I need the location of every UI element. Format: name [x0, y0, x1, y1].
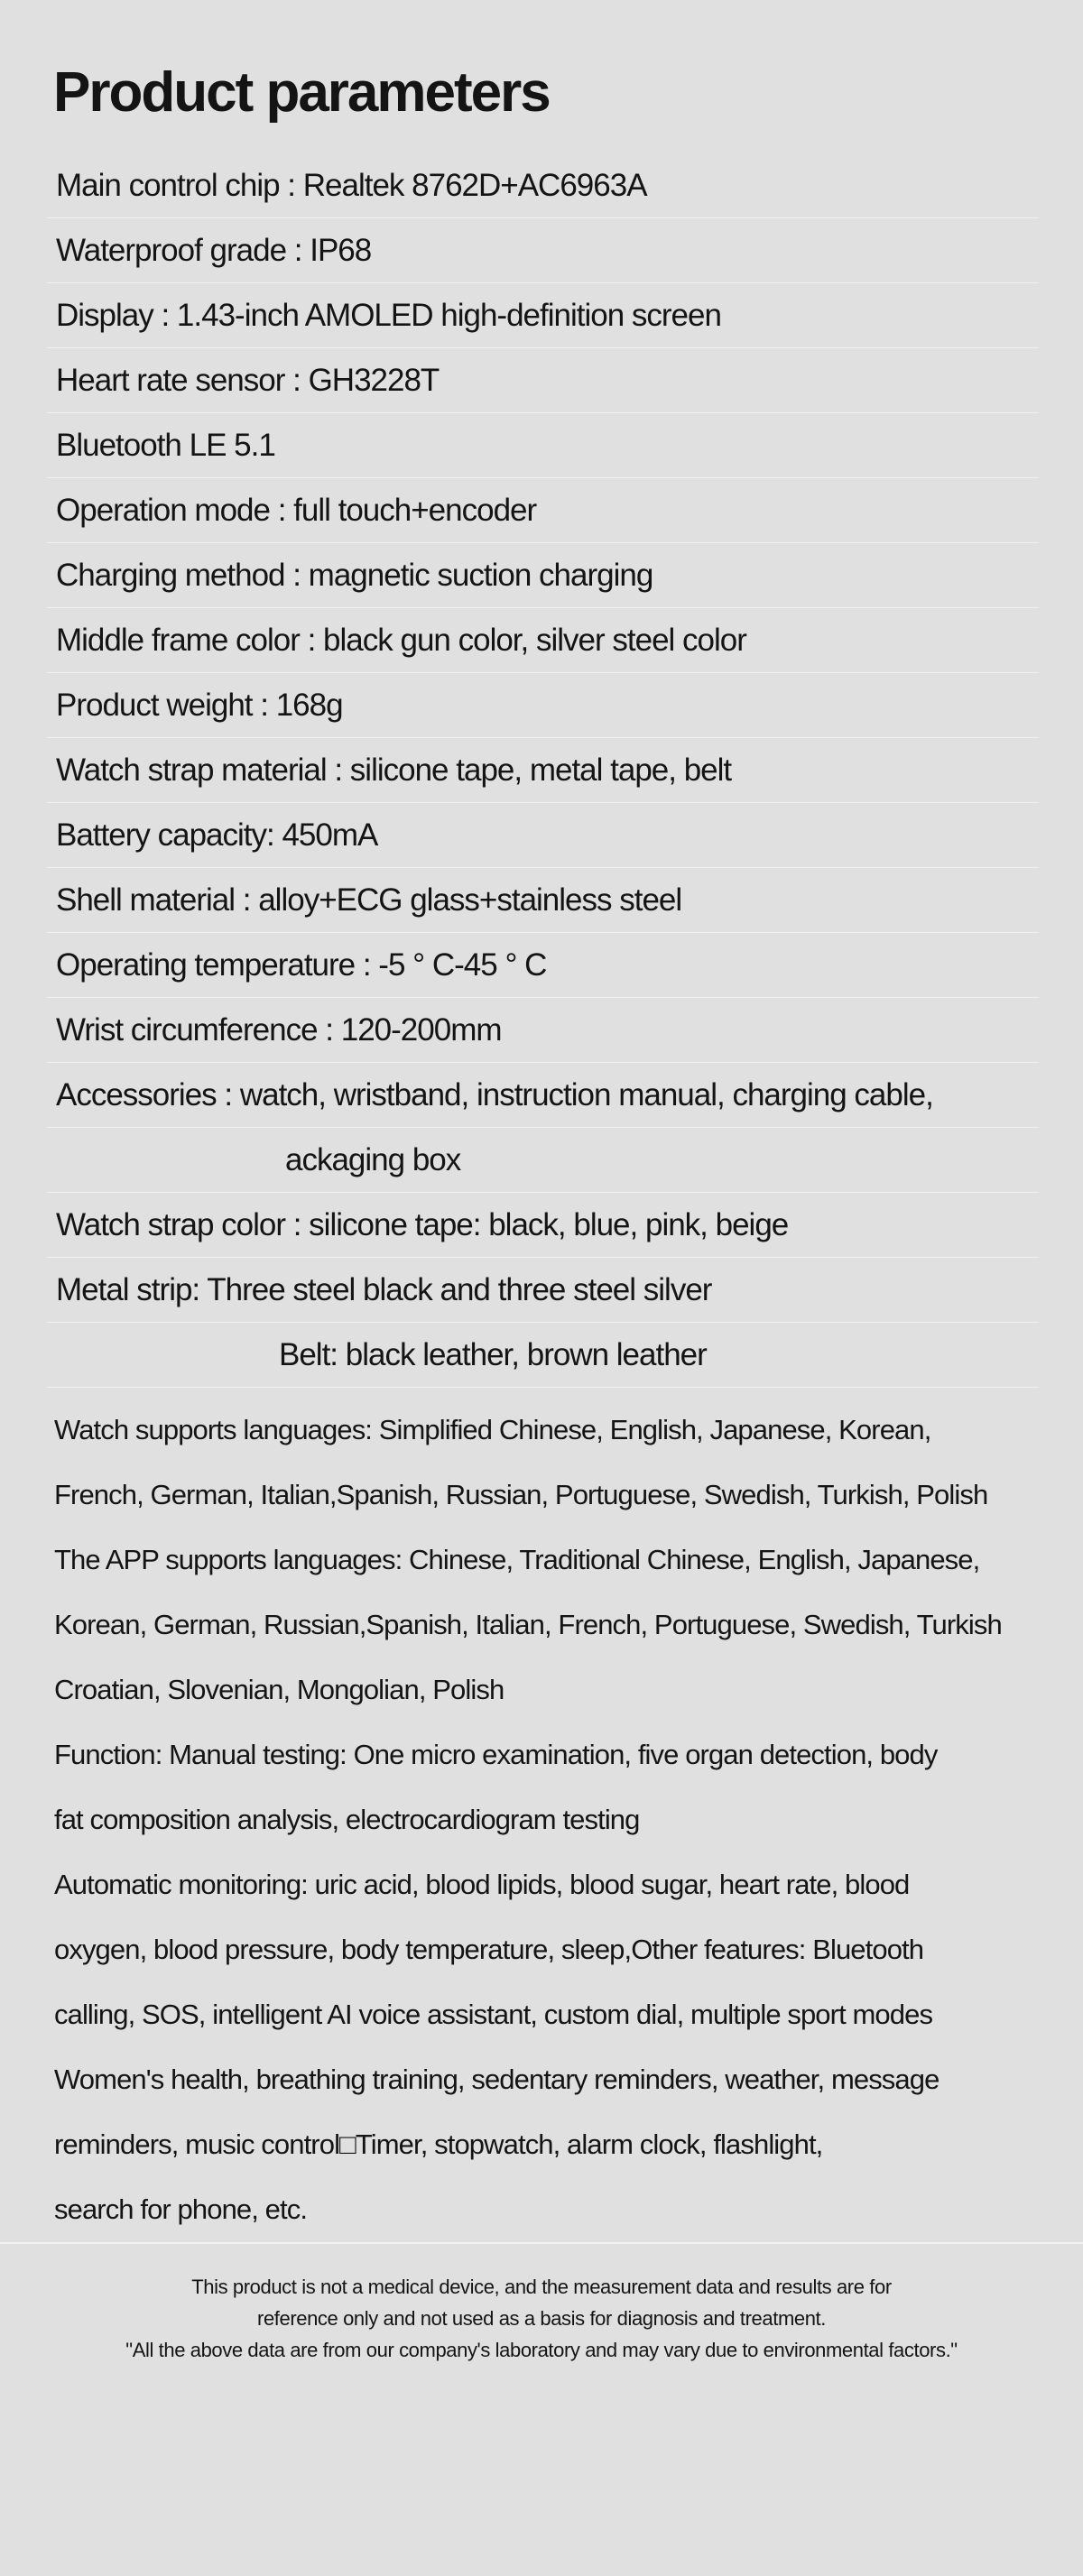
paragraph-line: search for phone, etc.	[54, 2193, 308, 2225]
paragraph-line: calling, SOS, intelligent AI voice assistant, custom dial, multiple sport modes	[54, 1999, 933, 2030]
feature-description	[54, 1398, 1047, 2242]
spec-row-accessories: Accessories : watch, wristband, instruction manual, charging cable,	[47, 1063, 1039, 1128]
disclaimer-line: reference only and not used as a basis for diagnosis and treatment.	[257, 2307, 826, 2330]
paragraph-line: Watch supports languages: Simplified Chinese, English, Japanese, Korean,	[54, 1414, 931, 1445]
spec-row-display: Display : 1.43-inch AMOLED high-definition screen	[47, 283, 1039, 348]
spec-row-strap-material: Watch strap material : silicone tape, metal tape, belt	[47, 738, 1039, 803]
spec-row-product-weight: Product weight : 168g	[47, 673, 1039, 738]
spec-row-belt: Belt: black leather, brown leather	[47, 1323, 1039, 1388]
spec-row-heart-rate-sensor: Heart rate sensor : GH3228T	[47, 348, 1039, 413]
spec-row-charging-method: Charging method : magnetic suction charging	[47, 543, 1039, 608]
paragraph-line: Automatic monitoring: uric acid, blood lipids, blood sugar, heart rate, blood	[54, 1869, 910, 1900]
spec-row-operating-temperature: Operating temperature : -5 ° C-45 ° C	[47, 933, 1039, 998]
spec-row-shell-material: Shell material : alloy+ECG glass+stainless steel	[47, 868, 1039, 933]
spec-row-accessories-continued: ackaging box	[47, 1128, 1039, 1193]
disclaimer-line: This product is not a medical device, and the measurement data and results are for	[191, 2276, 892, 2298]
spec-row-main-control-chip: Main control chip : Realtek 8762D+AC6963A	[47, 153, 1039, 218]
page-title: Product parameters	[53, 61, 550, 124]
spec-row-bluetooth: Bluetooth LE 5.1	[47, 413, 1039, 478]
disclaimer	[0, 2271, 1083, 2366]
spec-row-middle-frame-color: Middle frame color : black gun color, silver steel color	[47, 608, 1039, 673]
spec-list	[47, 153, 1039, 1388]
paragraph-line: oxygen, blood pressure, body temperature, sleep,Other features: Bluetooth	[54, 1934, 924, 1965]
paragraph-line: Croatian, Slovenian, Mongolian, Polish	[54, 1674, 504, 1705]
spec-row-battery-capacity: Battery capacity: 450mA	[47, 803, 1039, 868]
paragraph-line: fat composition analysis, electrocardiogram testing	[54, 1804, 640, 1835]
spec-row-operation-mode: Operation mode : full touch+encoder	[47, 478, 1039, 543]
spec-row-strap-color: Watch strap color : silicone tape: black, blue, pink, beige	[47, 1193, 1039, 1258]
paragraph-line: The APP supports languages: Chinese, Traditional Chinese, English, Japanese,	[54, 1544, 980, 1575]
spec-row-metal-strip: Metal strip: Three steel black and three steel silver	[47, 1258, 1039, 1323]
paragraph-line: French, German, Italian,Spanish, Russian, Portuguese, Swedish, Turkish, Polish	[54, 1479, 988, 1510]
spec-row-wrist-circumference: Wrist circumference : 120-200mm	[47, 998, 1039, 1063]
section-divider	[0, 2242, 1083, 2244]
paragraph-line: Function: Manual testing: One micro examination, five organ detection, body	[54, 1739, 938, 1770]
paragraph-line: reminders, music control□Timer, stopwatch, alarm clock, flashlight,	[54, 2128, 823, 2160]
spec-row-waterproof-grade: Waterproof grade : IP68	[47, 218, 1039, 283]
paragraph-line: Women's health, breathing training, sedentary reminders, weather, message	[54, 2064, 940, 2095]
paragraph-line: Korean, German, Russian,Spanish, Italian, French, Portuguese, Swedish, Turkish	[54, 1609, 1002, 1640]
disclaimer-line: "All the above data are from our company's laboratory and may vary due to environmental factors."	[125, 2339, 958, 2361]
